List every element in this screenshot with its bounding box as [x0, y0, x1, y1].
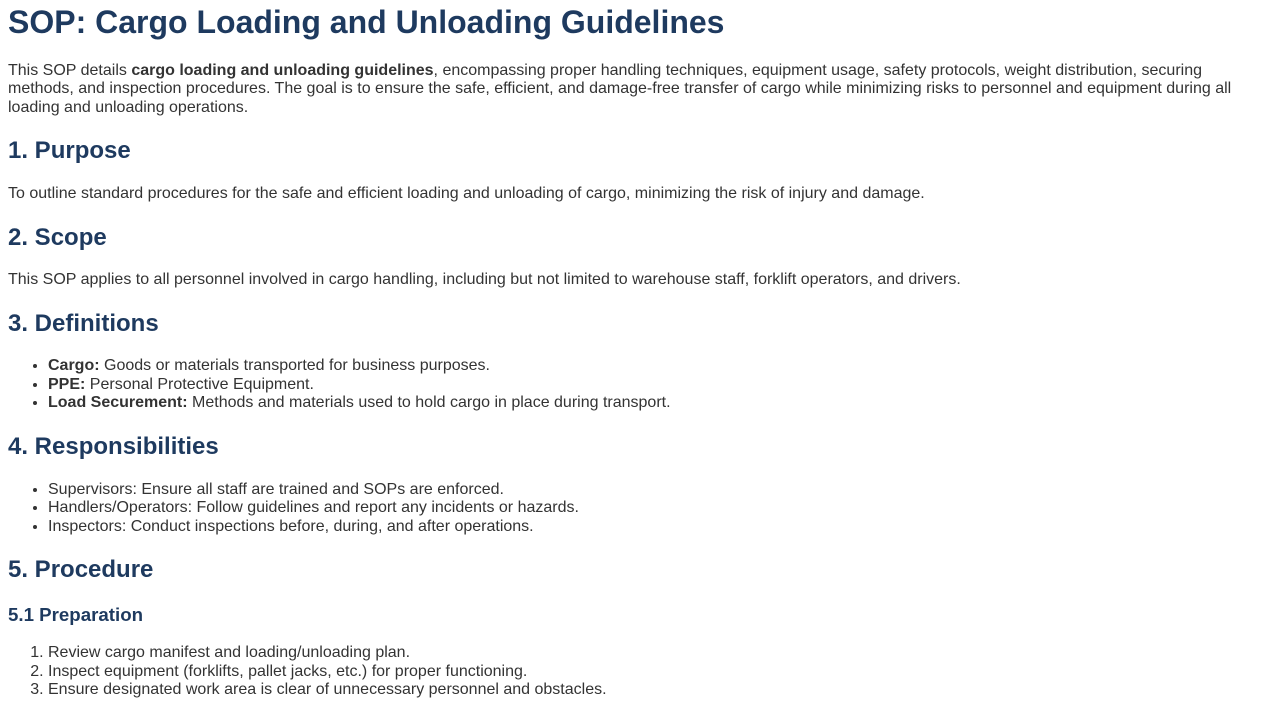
definition-text: Methods and materials used to hold cargo in place during transport.	[187, 394, 671, 412]
section-procedure	[8, 556, 1253, 700]
intro-rest: , encompassing proper handling techniques, equipment usage, safety protocols, weight distribution, securing methods, and inspection procedures. The goal is to ensure the safe, efficient, and damage-free transfer of cargo while minimizing risks to personnel and equipment during all loading and unloading operations.	[8, 61, 1232, 116]
subsection-heading-preparation: 5.1 Preparation	[8, 603, 144, 625]
preparation-steps-list	[8, 644, 1253, 699]
section-heading-scope: 2. Scope	[8, 223, 107, 251]
section-heading-definitions: 3. Definitions	[8, 309, 159, 337]
responsibility-item-inspectors: • Inspectors: Conduct inspections before, during, and after operations.	[48, 518, 1253, 536]
preparation-step: 1. Review cargo manifest and loading/unloading plan.	[48, 644, 1253, 662]
definition-text: Goods or materials transported for business purposes.	[99, 357, 490, 375]
responsibility-item-supervisors: • Supervisors: Ensure all staff are trained and SOPs are enforced.	[48, 481, 1253, 499]
section-heading-responsibilities: 4. Responsibilities	[8, 432, 219, 460]
definition-text: Personal Protective Equipment.	[85, 375, 314, 393]
section-responsibilities	[8, 433, 1253, 536]
preparation-step: 3. Ensure designated work area is clear of unnecessary personnel and obstacles.	[48, 681, 1253, 699]
definition-item-cargo	[48, 357, 1253, 375]
section-heading-procedure: 5. Procedure	[8, 555, 154, 583]
definitions-list	[8, 357, 1253, 412]
section-heading-purpose: 1. Purpose	[8, 137, 131, 165]
responsibilities-list	[8, 481, 1253, 536]
section-purpose	[8, 137, 1253, 203]
definition-term: Load Securement:	[48, 394, 188, 412]
definition-term: PPE:	[48, 375, 86, 393]
sop-document	[8, 4, 1253, 700]
definition-item-ppe	[48, 376, 1253, 394]
intro-lead: This SOP details	[8, 61, 132, 79]
intro-emphasis: cargo loading and unloading guidelines	[131, 61, 434, 79]
definition-item-load-securement	[48, 394, 1253, 412]
section-definitions	[8, 310, 1253, 413]
responsibility-item-handlers: • Handlers/Operators: Follow guidelines and report any incidents or hazards.	[48, 499, 1253, 517]
page-title: SOP: Cargo Loading and Unloading Guidelines	[8, 4, 725, 40]
intro-paragraph	[8, 62, 1253, 117]
section-scope	[8, 224, 1253, 290]
preparation-step: 2. Inspect equipment (forklifts, pallet jacks, etc.) for proper functioning.	[48, 663, 1253, 681]
definition-term: Cargo:	[48, 357, 100, 375]
scope-text: This SOP applies to all personnel involved in cargo handling, including but not limited to warehouse staff, forklift operators, and drivers.	[8, 271, 961, 289]
purpose-text: To outline standard procedures for the safe and efficient loading and unloading of cargo, minimizing the risk of injury and damage.	[8, 185, 925, 203]
